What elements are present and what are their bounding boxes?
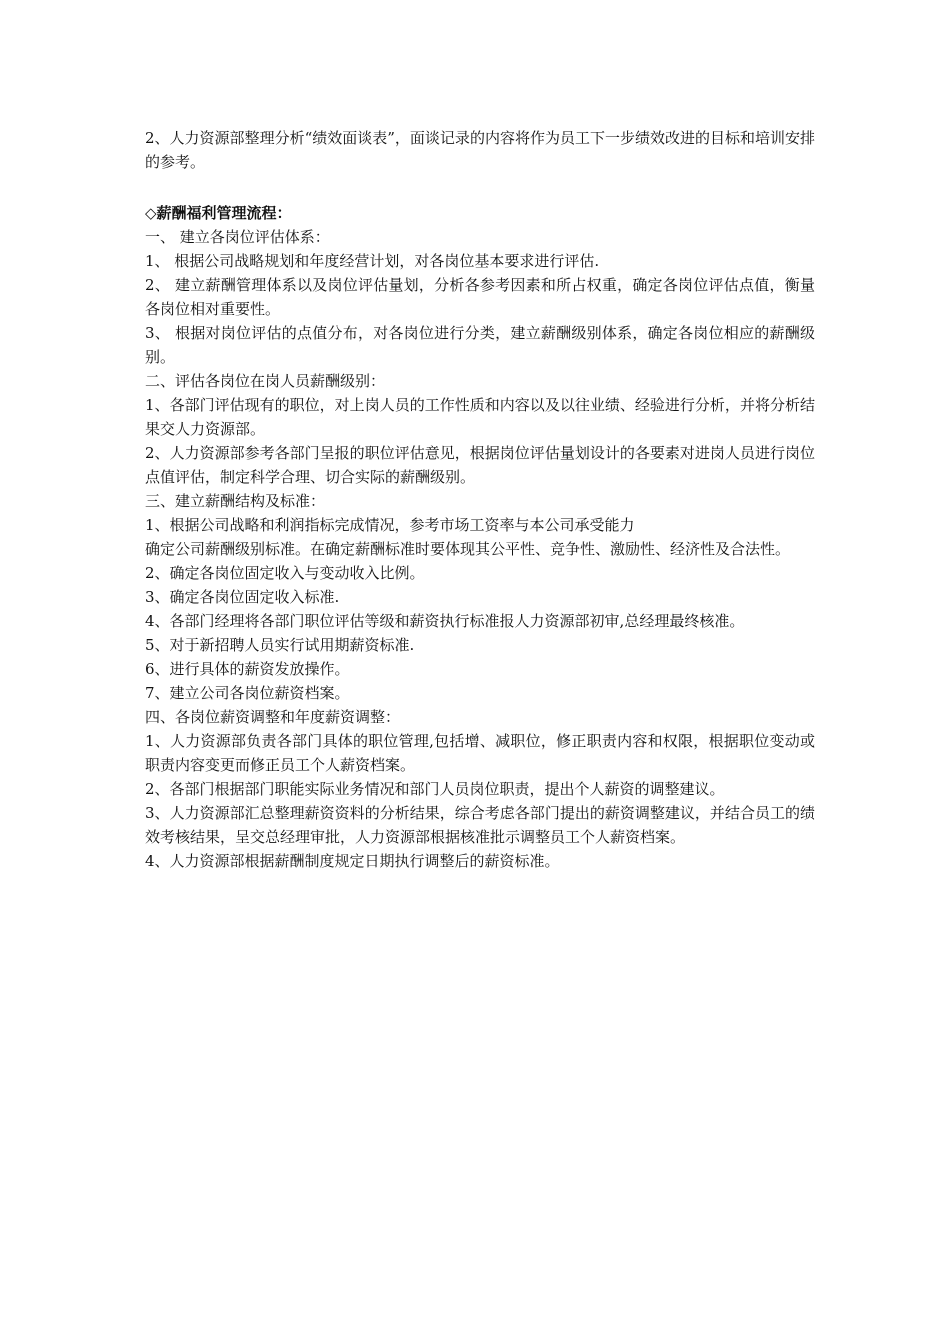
list-item: 2、 建立薪酬管理体系以及岗位评估量划，分析各参考因素和所占权重，确定各岗位评估点值，衡量各岗位相对重要性。 — [145, 276, 815, 318]
list-item: 3、 根据对岗位评估的点值分布，对各岗位进行分类，建立薪酬级别体系，确定各岗位相应的薪酬级别。 — [145, 324, 815, 366]
list-item: 1、各部门评估现有的职位，对上岗人员的工作性质和内容以及以往业绩、经验进行分析，并将分析结果交人力资源部。 — [145, 396, 815, 438]
list-item: 4、人力资源部根据薪酬制度规定日期执行调整后的薪资标准。 — [145, 852, 560, 870]
section-title: 薪酬福利管理流程： — [156, 204, 292, 222]
list-item: 一、 建立各岗位评估体系： — [145, 228, 330, 246]
list-item: 1、人力资源部负责各部门具体的职位管理,包括增、减职位，修正职责内容和权限，根据职位变动或职责内容变更而修正员工个人薪资档案。 — [145, 732, 815, 774]
list-item: 4、各部门经理将各部门职位评估等级和薪资执行标准报人力资源部初审,总经理最终核准。 — [145, 612, 745, 630]
diamond-icon: ◇ — [145, 204, 157, 222]
list-item: 三、建立薪酬结构及标准： — [145, 492, 326, 510]
list-item: 四、各岗位薪资调整和年度薪资调整： — [145, 708, 401, 726]
list-item: 6、进行具体的薪资发放操作。 — [145, 660, 350, 678]
section-heading — [145, 201, 815, 225]
list-item: 3、人力资源部汇总整理薪资资料的分析结果，综合考虑各部门提出的薪资调整建议，并结合员工的绩效考核结果，呈交总经理审批，人力资源部根据核准批示调整员工个人薪资档案。 — [145, 804, 815, 846]
list-item: 1、根据公司战略和利润指标完成情况，参考市场工资率与本公司承受能力 — [145, 516, 635, 534]
list-item: 2、人力资源部参考各部门呈报的职位评估意见，根据岗位评估量划设计的各要素对进岗人员进行岗位点值评估，制定科学合理、切合实际的薪酬级别。 — [145, 444, 815, 486]
list-item: 7、建立公司各岗位薪资档案。 — [145, 684, 350, 702]
list-item: 二、评估各岗位在岗人员薪酬级别： — [145, 372, 386, 390]
list-item: 2、确定各岗位固定收入与变动收入比例。 — [145, 564, 425, 582]
spacer — [145, 174, 815, 201]
list-item: 1、 根据公司战略规划和年度经营计划，对各岗位基本要求进行评估. — [145, 252, 600, 270]
document-page — [145, 126, 815, 873]
list-item: 2、各部门根据部门职能实际业务情况和部门人员岗位职责，提出个人薪资的调整建议。 — [145, 780, 725, 798]
list-item: 3、确定各岗位固定收入标准. — [145, 588, 340, 606]
list-item: 5、对于新招聘人员实行试用期薪资标准. — [145, 636, 415, 654]
list-item: 确定公司薪酬级别标准。在确定薪酬标准时要体现其公平性、竞争性、激励性、经济性及合法性。 — [145, 540, 791, 558]
intro-paragraph: 2、人力资源部整理分析“绩效面谈表”，面谈记录的内容将作为员工下一步绩效改进的目标和培训安排的参考。 — [145, 129, 815, 171]
